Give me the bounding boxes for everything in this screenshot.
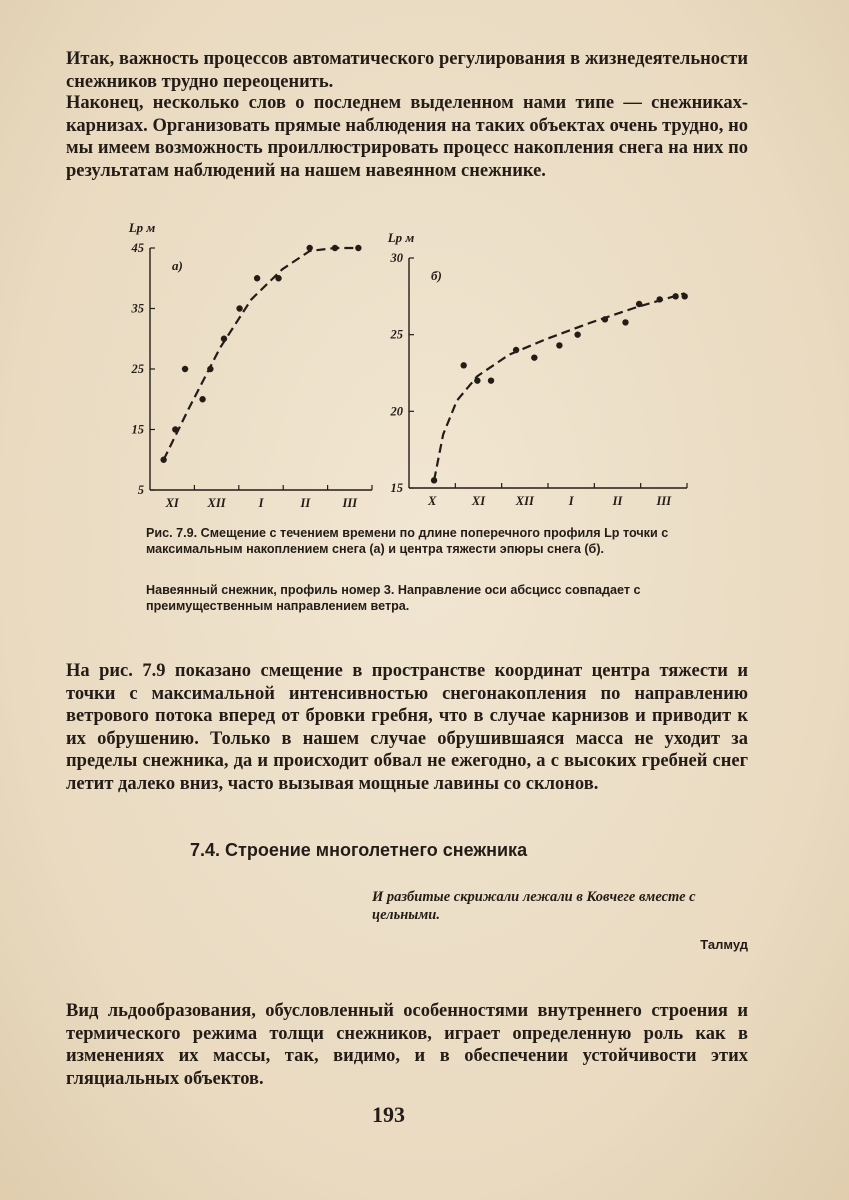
figure-caption-note: Навеянный снежник, профиль номер 3. Направление оси абсцисс совпадает с преимущественным направлением ветра.: [146, 583, 641, 613]
data-point: [574, 331, 580, 337]
data-point: [656, 296, 662, 302]
paragraph-3: На рис. 7.9 показано смещение в пространстве координат центра тяжести и точки с максимальной интенсивностью снегонакопления по направлению ветрового потока вперед от бровки гребня, что в случае карнизов и приводит к их обрушению. Только в нашем случае обрушившаяся масса не уходит за пределы снежника, да и происходит обвал не ежегодно, а с высоких гребней снег летит далеко вниз, часто вызывая мощные лавины со склонов.: [66, 661, 748, 794]
trend-curve: [164, 248, 359, 460]
y-tick-label: 20: [390, 404, 403, 419]
figure-7-9: [110, 210, 730, 520]
epigraph-author: Талмуд: [700, 937, 748, 952]
y-tick-label: 15: [390, 481, 403, 495]
data-point: [199, 396, 205, 402]
paragraph-4: Вид льдообразования, обусловленный особенностями внутреннего строения и термического режима толщи снежников, играет определенную роль как в изменениях их массы, так, видимо, и в обеспечении устойчивости этих гляциальных объектов.: [66, 1001, 748, 1089]
paragraph-2: Наконец, несколько слов о последнем выделенном нами типе — снежниках-карнизах. Организовать прямые наблюдения на таких объектах очень трудно, но мы имеем возможность проиллюстрировать процесс накопления снега на них по результатам наблюдений на нашем навеянном снежнике.: [66, 93, 748, 181]
data-point: [332, 245, 338, 251]
data-point: [182, 366, 188, 372]
trend-curve: [434, 293, 685, 480]
data-point: [682, 293, 688, 299]
x-tick-label: XI: [471, 494, 486, 508]
y-tick-label: 35: [131, 301, 144, 316]
data-point: [460, 362, 466, 368]
data-point: [531, 354, 537, 360]
data-point: [306, 245, 312, 251]
y-tick-label: 25: [131, 362, 144, 376]
x-tick-label: XII: [207, 496, 226, 510]
y-tick-label: 30: [390, 251, 403, 265]
data-point: [172, 426, 178, 432]
data-point: [474, 377, 480, 383]
data-point: [556, 342, 562, 348]
data-point: [221, 336, 227, 342]
x-tick-label: II: [612, 494, 623, 508]
data-point: [622, 319, 628, 325]
data-point: [254, 275, 260, 281]
y-tick-label: 5: [137, 483, 144, 497]
x-tick-label: XII: [515, 494, 534, 508]
data-point: [236, 305, 242, 311]
x-tick-label: I: [568, 494, 574, 508]
epigraph: И разбитые скрижали лежали в Ковчеге вместе с цельными.: [372, 889, 696, 923]
data-point: [431, 477, 437, 483]
data-point: [636, 301, 642, 307]
page-number: 193: [372, 1102, 405, 1127]
data-point: [488, 377, 494, 383]
x-tick-label: XI: [165, 496, 179, 510]
x-tick-label: III: [342, 496, 358, 510]
section-title: 7.4. Строение многолетнего снежника: [190, 840, 528, 860]
chart-b: [375, 210, 695, 510]
data-point: [513, 347, 519, 353]
x-tick-label: III: [656, 494, 672, 508]
y-axis-label: Lр м: [128, 220, 156, 235]
data-point: [207, 366, 213, 372]
data-point: [355, 245, 361, 251]
y-tick-label: 45: [131, 241, 144, 255]
x-tick-label: X: [427, 494, 437, 508]
y-tick-label: 15: [131, 422, 144, 437]
panel-label: а): [172, 258, 183, 273]
x-tick-label: I: [258, 496, 264, 510]
paragraph-1: Итак, важность процессов автоматического регулирования в жизнедеятельности снежников трудно переоценить.: [66, 49, 748, 92]
y-axis-label: Lр м: [387, 230, 415, 245]
chart-a: [110, 210, 400, 510]
y-tick-label: 25: [390, 327, 403, 342]
figure-caption: Рис. 7.9. Смещение с течением времени по длине поперечного профиля Lр точки с максимальным накоплением снега (а) и центра тяжести эпюры снега (б).: [146, 526, 669, 556]
data-point: [275, 275, 281, 281]
data-point: [602, 316, 608, 322]
panel-label: б): [431, 268, 442, 283]
data-point: [672, 293, 678, 299]
data-point: [160, 457, 166, 463]
x-tick-label: II: [300, 496, 311, 510]
